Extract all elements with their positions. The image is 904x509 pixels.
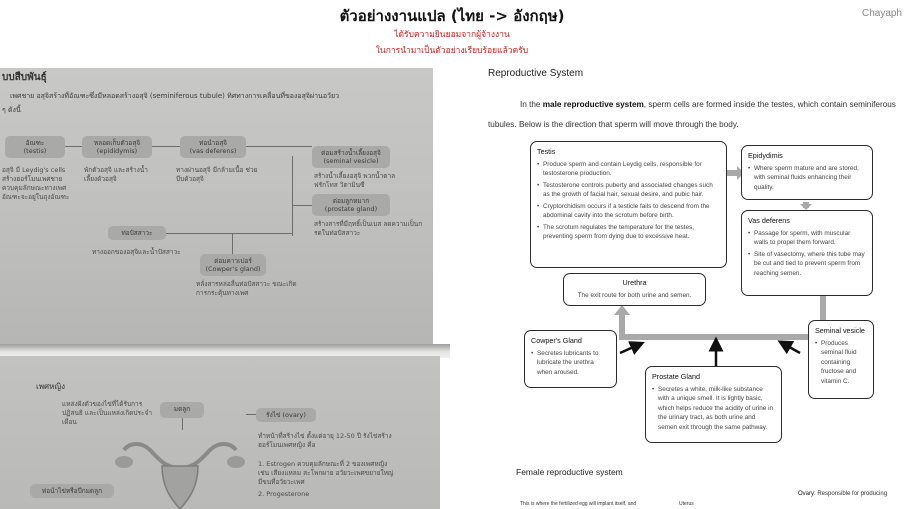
source-box-epididymis: หลอดเก็บตัวอสุจิ (epididymis) — [82, 136, 152, 158]
box-epididymis — [741, 145, 873, 200]
uterus-note: This is where the fertilized egg will implant itself, and — [520, 501, 637, 507]
box-vesicle-list — [815, 339, 867, 387]
source-text-cowper: หลั่งสารหล่อลื่นท่อปัสสาวะ ขณะเกิดการกระตุ้นทางเพศ — [196, 280, 297, 297]
source-progesterone: 2. Progesterone — [258, 490, 310, 498]
source-box-vesicle: ต่อมสร้างน้ำเลี้ยงอสุจิ (seminal vesicle) — [312, 146, 390, 168]
box-epididymis-list — [748, 164, 866, 193]
source-text-epididymis: พักตัวอสุจิ และสร้างน้ำเลี้ยงตัวอสุจิ — [84, 166, 148, 183]
source-male-line1: เพศชาย อสุจิสร้างที่อัณฑะซึ่งมีหลอดสร้างอสุจิ (seminiferous tubule) ทิศทางการเคลื่อนที่ของอสุจิผ่านอวัยว — [10, 92, 339, 100]
ovary-label-text: Responsible for producing — [817, 491, 888, 497]
source-text-urethra: ทางออกของอสุจิและน้ำปัสสาวะ — [92, 248, 181, 256]
box-epididymis-title: Epidydimis — [748, 151, 783, 160]
source-box-vas: ท่อนำอสุจิ (vas deferens) — [180, 136, 246, 158]
box-vesicle-title: Seminal vesicle — [815, 326, 865, 335]
source-box-prostate: ต่อมลูกหมาก (prostate gland) — [312, 194, 390, 216]
list-item: • Testosterone controls puberty and associated changes such as the growth of facial hair, sexual desire, and pubic hair. — [537, 181, 720, 200]
list-item: • The scrotum regulates the temperature for the testes, preventing sperm from dying due to excessive heat. — [537, 223, 720, 242]
box-testis-title: Testis — [537, 147, 556, 156]
list-item: • Passage for sperm, with muscular walls to propel them forward. — [748, 229, 866, 248]
box-prostate — [645, 366, 782, 443]
source-box-uterus: มดลูก — [160, 402, 204, 418]
box-testis — [530, 141, 727, 268]
list-item: • Produce sperm and contain Leydig cells, responsible for testosterone production. — [537, 160, 720, 179]
source-text-vesicle: สร้างน้ำเลี้ยงอสุจิ พวกน้ำตาลฟรักโทส วิตามินซี — [314, 172, 396, 189]
consent-note-line1: ได้รับความยินยอมจากผู้จ้างงาน — [394, 30, 510, 40]
source-heading: บบสืบพันธุ์ — [2, 72, 47, 83]
intro-rest: , sperm cells are formed inside the testes, which contain seminiferous tubules. Below is the direction that sperm will move through the body. — [488, 100, 896, 129]
female-section-title: Female reproductive system — [516, 467, 623, 477]
source-box-cowper: ต่อมคาวเปอร์ (Cowper's gland) — [200, 254, 266, 276]
box-vas-title: Vas deferens — [748, 216, 790, 225]
arrow-vesicle — [784, 344, 800, 353]
list-item: • Secretes a white, milk-like substance with a unique smell. It is lightly basic, which helps reduce the acidity of urine in the urinary tract, as both urine and semen exit through the same pathway. — [652, 385, 775, 433]
source-uterus-desc: แหล่งฝังตัวของไข่ที่ได้รับการปฏิสนธิ และเป็นแหล่งเกิดประจำเดือน — [62, 400, 152, 426]
source-box-cervix: ท่อนำไข่หรือปีกมดลูก — [30, 484, 114, 498]
source-text-prostate: สร้างสารที่มีฤทธิ์เป็นเบส ลดความเป็นกรดในท่อปัสสาวะ — [314, 220, 423, 237]
author-name: Chayaph — [861, 8, 902, 19]
source-box-testis: อัณฑะ (testis) — [5, 136, 65, 158]
box-urethra-text: The exit route for both urine and semen. — [577, 291, 692, 299]
source-box-urethra: ท่อปัสสาวะ — [108, 226, 166, 240]
intro-bold: male reproductive system — [542, 100, 644, 109]
uterus-label: Uterus — [679, 501, 694, 507]
source-female-heading: เพศหญิง — [36, 382, 66, 391]
box-seminal-vesicle — [808, 320, 874, 399]
source-text-testis: อสุจิ มี Leydig's cells สร้างฮอร์โมนเพศชาย ควบคุมลักษณะทางเพศ อัณฑะจะอยู่ในถุงอัณฑะ — [2, 166, 70, 201]
box-vas-deferens — [741, 210, 873, 296]
box-testis-list — [537, 160, 720, 242]
list-item: • Secretes lubricants to lubricate the urethra when aroused. — [531, 349, 610, 378]
consent-note-line2: ในการนำมาเป็นตัวอย่างเรียบร้อยแล้วครับ — [375, 46, 529, 56]
source-estrogen-2: เช่น เสียงแหลม สะโพกผาย อวัยวะเพศขยายใหญ่ — [258, 469, 394, 477]
box-urethra — [563, 273, 706, 306]
box-cowper — [524, 330, 617, 388]
intro-prefix: In the — [520, 100, 543, 109]
box-prostate-title: Prostate Gland — [652, 372, 700, 381]
ovary-label-bold: Ovary: — [798, 491, 816, 497]
ovary-label — [798, 491, 887, 497]
list-item: • Produces seminal fluid containing fructose and vitamin C. — [815, 339, 867, 387]
source-estrogen-1: 1. Estrogen ควบคุมลักษณะที่ 2 ของเพศหญิง — [258, 460, 388, 468]
source-estrogen-3: มีขนที่อวัยวะเพศ — [258, 478, 305, 486]
list-item: • Where sperm mature and are stored, with seminal fluids enhancing their quality. — [748, 164, 866, 193]
male-section-title: Reproductive System — [488, 68, 584, 79]
page-title: ตัวอย่างงานแปล (ไทย -> อังกฤษ) — [339, 7, 565, 25]
box-vas-list — [748, 229, 866, 279]
source-box-ovary: รังไข่ (ovary) — [256, 408, 316, 422]
box-cowper-list — [531, 349, 610, 378]
list-item: • Cryptorchidism occurs if a testicle fails to descend from the abdominal cavity into the scrotum before birth. — [537, 202, 720, 221]
box-cowper-title: Cowper's Gland — [531, 336, 582, 345]
list-item: • Site of vasectomy, where this tube may be cut and tied to prevent sperm from reaching semen. — [748, 250, 866, 279]
source-male-line2: ๆ ดังนี้ — [2, 106, 21, 114]
source-text-vas: ทางผ่านอสุจิ มีกล้ามเนื้อ ช่วยบีบตัวอสุจิ — [176, 166, 258, 183]
box-prostate-list — [652, 385, 775, 433]
arrow-cowper — [620, 345, 638, 353]
source-ovary-desc: ทำหน้าที่สร้างไข่ ตั้งแต่อายุ 12-50 ปี รังไข่สร้างฮอร์โมนเพศหญิง คือ — [258, 432, 392, 449]
box-urethra-title: Urethra — [622, 278, 647, 287]
